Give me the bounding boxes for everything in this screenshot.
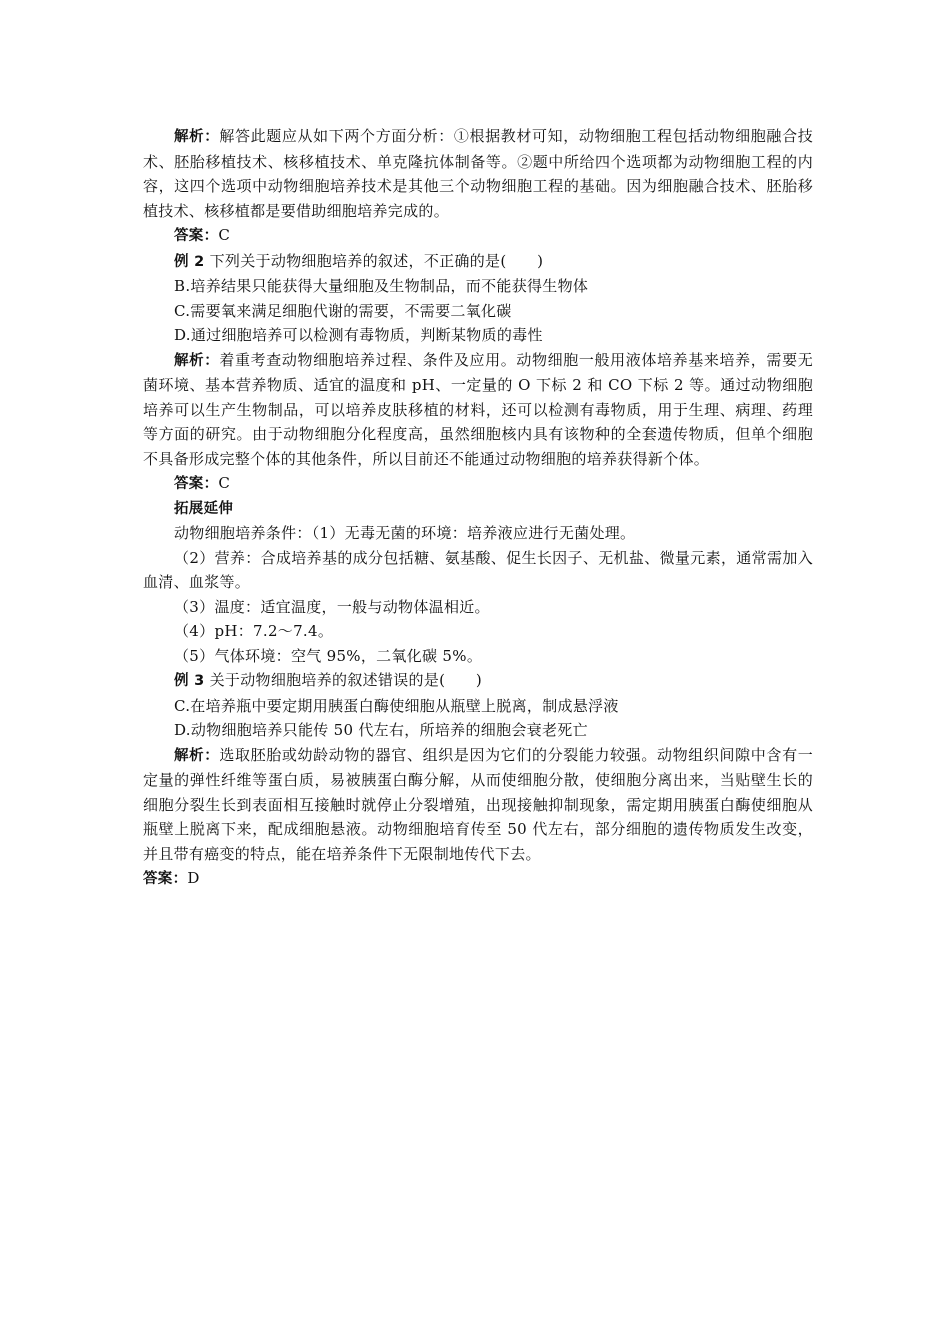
answer-line-1 [143,223,813,249]
question-text: 下列关于动物细胞培养的叙述，不正确的是( ) [209,251,544,270]
answer-label: 答案： [174,476,219,492]
extension-intro: 动物细胞培养条件：（1）无毒无菌的环境：培养液应进行无菌处理。 [174,524,636,542]
example-3-option-c: C.在培养瓶中要定期用胰蛋白酶使细胞从瓶壁上脱离，制成悬浮液 [174,696,619,715]
example-2-option-b: B.培养结果只能获得大量细胞及生物制品，而不能获得生物体 [174,277,589,295]
example-3-question [143,668,813,694]
analysis-paragraph-3 [143,743,813,867]
analysis-text: 解答此题应从如下两个方面分析：①根据教材可知，动物细胞工程包括动物细胞融合技术、胚胎移植技术、核移植技术、单克隆抗体制备等。②题中所给四个选项都为动物细胞工程的内容，这四个选项中动物细胞培养技术是其他三个动物细胞工程的基础。因为细胞融合技术、胚胎移植技术、核移植都是要借助细胞培养完成的。 [143,127,813,220]
extension-item: （4）pH：7.2～7.4。 [174,622,334,640]
extension-item: （2）营养：合成培养基的成分包括糖、氨基酸、促生长因子、无机盐、微量元素，通常需加入血清、血浆等。 [143,548,813,591]
analysis-text: 着重考查动物细胞培养过程、条件及应用。动物细胞一般用液体培养基来培养，需要无菌环境、基本营养物质、适宜的温度和 pH、一定量的 O 下标 2 和 CO 下标 2 等。通过动物细胞培养可以生产生物制品，可以培养皮肤移植的材料，还可以检测有毒物质，用于生理、病理、药理等方面的研究。由于动物细胞分化程度高，虽然细胞核内具有该物种的全套遗传物质，但单个细胞不具备形成完整个体的其他条件，所以目前还不能通过动物细胞的培养获得新个体。 [143,350,813,468]
example-2-question [143,249,813,275]
example-label: 例 3 [174,673,205,689]
example-label: 例 2 [174,253,205,270]
answer-label: 答案： [143,871,188,887]
document-page [143,124,813,892]
extension-item: （5）气体环境：空气 95%，二氧化碳 5%。 [174,646,483,665]
example-2-option-c: C.需要氧来满足细胞代谢的需要，不需要二氧化碳 [174,301,512,320]
analysis-label: 解析： [174,747,220,764]
analysis-paragraph-1 [143,124,813,223]
analysis-label: 解析： [174,352,220,369]
answer-value: C [218,474,231,492]
extension-heading: 拓展延伸 [174,500,234,517]
example-2-option-d: D.通过细胞培养可以检测有毒物质，判断某物质的毒性 [174,326,543,344]
analysis-label: 解析： [174,129,220,145]
answer-line-2 [143,471,813,497]
analysis-text: 选取胚胎或幼龄动物的器官、组织是因为它们的分裂能力较强。动物组织间隙中含有一定量的弹性纤维等蛋白质，易被胰蛋白酶分解，从而使细胞分散，使细胞分离出来，当贴壁生长的细胞分裂生长到表面相互接触时就停止分裂增殖，出现接触抑制现象，需定期用胰蛋白酶使细胞从瓶壁上脱离下来，配成细胞悬液。动物细胞培育传至 50 代左右，部分细胞的遗传物质发生改变，并且带有癌变的特点，能在培养条件下无限制地传代下去。 [143,745,813,863]
answer-value: D [187,869,200,887]
answer-label: 答案： [174,228,219,244]
extension-item: （3）温度：适宜温度，一般与动物体温相近。 [174,597,490,616]
analysis-paragraph-2 [143,348,813,472]
example-3-option-d: D.动物细胞培养只能传 50 代左右，所培养的细胞会衰老死亡 [174,721,588,739]
question-text: 关于动物细胞培养的叙述错误的是( ) [209,671,483,689]
answer-value: C [218,226,231,244]
answer-line-3 [143,866,813,892]
